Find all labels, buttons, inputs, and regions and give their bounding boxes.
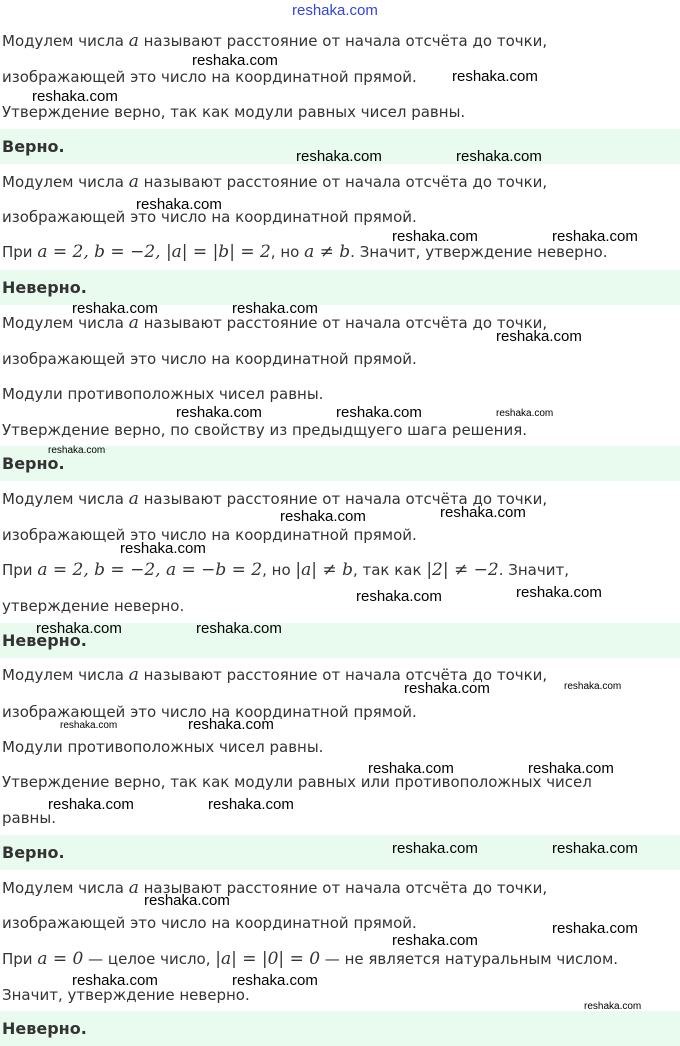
watermark: reshaka.com: [584, 1001, 642, 1012]
verdict-bar: Неверно.: [0, 623, 680, 658]
watermark: reshaka.com: [48, 796, 134, 813]
watermark: reshaka.com: [516, 584, 602, 601]
watermark: reshaka.com: [552, 920, 638, 937]
statement: Утверждение верно, по свойству из предыдщуего шага решения.: [2, 421, 527, 439]
header-watermark: reshaka.com: [292, 2, 378, 19]
watermark: reshaka.com: [208, 796, 294, 813]
watermark: reshaka.com: [392, 840, 478, 857]
watermark: reshaka.com: [392, 228, 478, 245]
example-line: При a = 2, b = −2, a = −b = 2, но |a| ≠ b, так как |2| ≠ −2. Значит,: [2, 560, 569, 580]
verdict-bar: Верно.: [0, 835, 680, 870]
watermark: reshaka.com: [356, 588, 442, 605]
watermark: reshaka.com: [496, 328, 582, 345]
watermark: reshaka.com: [232, 300, 318, 317]
watermark: reshaka.com: [136, 196, 222, 213]
watermark: reshaka.com: [192, 52, 278, 69]
watermark: reshaka.com: [456, 148, 542, 165]
definition-line-2: изображающей это число на координатной прямой.: [2, 914, 417, 932]
definition-line-2: изображающей это число на координатной прямой.: [2, 526, 417, 544]
statement: Модули противоположных чисел равны.: [2, 738, 324, 756]
watermark: reshaka.com: [48, 445, 106, 456]
watermark: reshaka.com: [404, 680, 490, 697]
definition-line-1: Модулем числа a называют расстояние от начала отсчёта до точки,: [2, 31, 548, 51]
watermark: reshaka.com: [72, 972, 158, 989]
example-line-2: Значит, утверждение неверно.: [2, 986, 250, 1004]
watermark: reshaka.com: [552, 228, 638, 245]
watermark: reshaka.com: [60, 720, 118, 731]
statement: Утверждение верно, так как модули равных чисел равны.: [2, 103, 466, 121]
watermark: reshaka.com: [120, 540, 206, 557]
definition-line-2: изображающей это число на координатной прямой.: [2, 350, 417, 368]
watermark: reshaka.com: [368, 760, 454, 777]
watermark: reshaka.com: [196, 620, 282, 637]
example-line: При a = 2, b = −2, |a| = |b| = 2, но a ≠ b. Значит, утверждение неверно.: [2, 242, 608, 262]
verdict-bar: Верно.: [0, 446, 680, 481]
watermark: reshaka.com: [176, 404, 262, 421]
definition-line-1: Модулем числа a называют расстояние от начала отсчёта до точки,: [2, 172, 548, 192]
definition-line-2: изображающей это число на координатной прямой.: [2, 208, 417, 226]
example-line-2: утверждение неверно.: [2, 597, 185, 615]
example-line: При a = 0 — целое число, |a| = |0| = 0 — не является натуральным числом.: [2, 949, 619, 969]
watermark: reshaka.com: [296, 148, 382, 165]
statement: Модули противоположных чисел равны.: [2, 385, 324, 403]
verdict-bar: Неверно.: [0, 270, 680, 305]
verdict-bar: Неверно.: [0, 1011, 680, 1046]
watermark: reshaka.com: [552, 840, 638, 857]
definition-line-1: Модулем числа a называют расстояние от начала отсчёта до точки,: [2, 489, 548, 509]
watermark: reshaka.com: [36, 620, 122, 637]
watermark: reshaka.com: [452, 68, 538, 85]
watermark: reshaka.com: [232, 972, 318, 989]
watermark: reshaka.com: [528, 760, 614, 777]
watermark: reshaka.com: [32, 88, 118, 105]
watermark: reshaka.com: [280, 508, 366, 525]
watermark: reshaka.com: [336, 404, 422, 421]
definition-line-2: изображающей это число на координатной прямой.: [2, 68, 417, 86]
watermark: reshaka.com: [496, 408, 554, 419]
definition-line-1: Модулем числа a называют расстояние от начала отсчёта до точки,: [2, 878, 548, 898]
definition-line-2: изображающей это число на координатной прямой.: [2, 703, 417, 721]
statement: равны.: [2, 809, 56, 827]
verdict-bar: Верно.: [0, 129, 680, 164]
watermark: reshaka.com: [440, 504, 526, 521]
watermark: reshaka.com: [392, 932, 478, 949]
definition-line-1: Модулем числа a называют расстояние от начала отсчёта до точки,: [2, 313, 548, 333]
definition-line-1: Модулем числа a называют расстояние от начала отсчёта до точки,: [2, 665, 548, 685]
watermark: reshaka.com: [72, 300, 158, 317]
watermark: reshaka.com: [188, 716, 274, 733]
watermark: reshaka.com: [144, 892, 230, 909]
watermark: reshaka.com: [564, 681, 622, 692]
statement: Утверждение верно, так как модули равных или противоположных чисел: [2, 773, 592, 791]
